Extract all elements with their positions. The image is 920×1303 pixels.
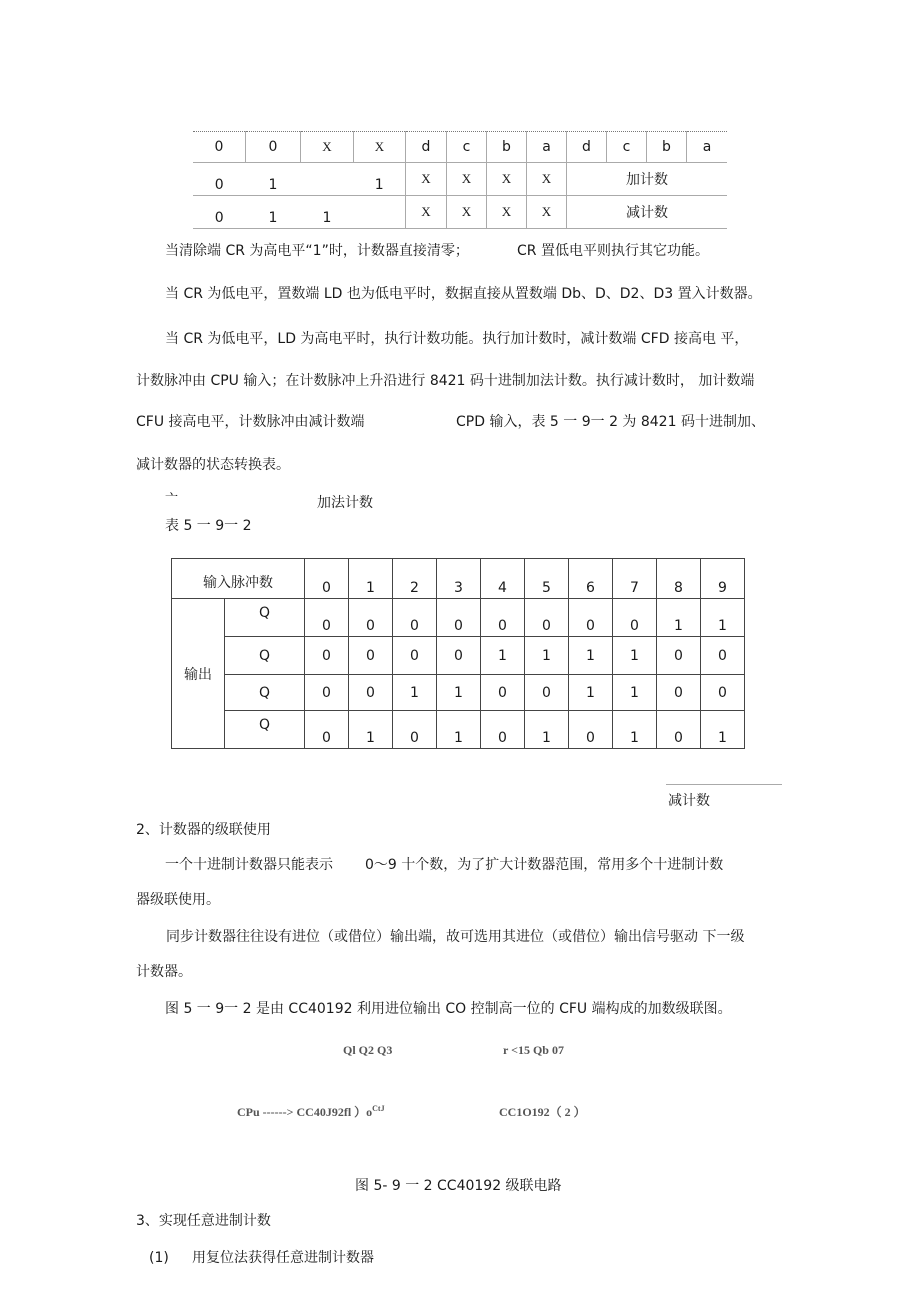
q-label: Q (225, 637, 305, 675)
state-cell: 1 (525, 711, 569, 749)
truth-cell: X (487, 163, 527, 196)
truth-cell: c (447, 132, 487, 163)
table-row (172, 559, 745, 599)
truth-cell (354, 196, 406, 229)
section-heading: 3、实现任意进制计数 (136, 1213, 271, 1229)
pulse-cell: 6 (569, 559, 613, 599)
state-cell: 0 (393, 599, 437, 637)
state-cell: 0 (349, 599, 393, 637)
state-cell: 0 (569, 599, 613, 637)
truth-cell: 0 (193, 132, 246, 163)
pulse-header: 输入脉冲数 (172, 559, 305, 599)
paragraph-clear: 当清除端 CR 为高电平“1”时，计数器直接清零； (165, 243, 469, 259)
list-item-number: (1) (149, 1250, 169, 1266)
truth-cell: 0 (193, 163, 246, 196)
state-cell: 0 (481, 675, 525, 711)
truth-cell: X (527, 163, 567, 196)
state-cell: 0 (437, 599, 481, 637)
pulse-cell: 7 (613, 559, 657, 599)
truth-cell: X (301, 132, 354, 163)
state-cell: 0 (657, 675, 701, 711)
state-cell: 0 (569, 711, 613, 749)
pulse-cell: 4 (481, 559, 525, 599)
caption-mark: 亠 (165, 492, 179, 507)
truth-cell: X (406, 163, 447, 196)
state-cell: 1 (701, 711, 745, 749)
q-label: Q (225, 599, 305, 637)
q-label: Q (225, 675, 305, 711)
truth-cell: X (447, 163, 487, 196)
state-cell: 0 (525, 675, 569, 711)
state-cell: 0 (525, 599, 569, 637)
pulse-cell: 9 (701, 559, 745, 599)
diagram-counter-1-sup: CtJ (372, 1104, 385, 1113)
table-title: 加法计数 (317, 495, 373, 511)
state-cell: 0 (305, 675, 349, 711)
truth-cell: X (406, 196, 447, 229)
state-cell: 1 (437, 711, 481, 749)
function-truth-table (193, 131, 727, 229)
pulse-cell: 5 (525, 559, 569, 599)
state-cell: 1 (525, 637, 569, 675)
state-cell: 1 (569, 637, 613, 675)
table-row (172, 675, 745, 711)
section2-p1c: 器级联使用。 (136, 892, 220, 908)
mode-up-count-cell: 加计数 (567, 163, 728, 196)
state-cell: 0 (349, 675, 393, 711)
truth-cell: 1 (246, 196, 301, 229)
truth-cell: a (687, 132, 728, 163)
truth-cell: X (354, 132, 406, 163)
state-cell: 1 (393, 675, 437, 711)
diagram-label-counter-1 (237, 1103, 385, 1120)
state-cell: 1 (437, 675, 481, 711)
pulse-cell: 2 (393, 559, 437, 599)
truth-cell: 0 (246, 132, 301, 163)
section2-p2a: 同步计数器往往设有进位（或借位）输出端，故可选用其进位（或借位）输出信号驱动 下一级 (166, 929, 745, 945)
state-cell: 1 (613, 675, 657, 711)
table-row (172, 637, 745, 675)
diagram-label-counter-2: CC1O192（ 2 ） (499, 1105, 586, 1119)
section2-p1a: 一个十进制计数器只能表示 (165, 857, 333, 873)
truth-cell: a (527, 132, 567, 163)
state-cell: 1 (657, 599, 701, 637)
diagram-label-outputs-1: Ql Q2 Q3 (343, 1043, 393, 1057)
state-cell: 0 (701, 675, 745, 711)
diagram-counter-1-text: CPu ------> CC40J92fl ）o (237, 1105, 373, 1119)
truth-table-row (193, 163, 727, 196)
section2-p1b: 0〜9 十个数，为了扩大计数器范围，常用多个十进制计数 (365, 857, 724, 873)
truth-cell: d (567, 132, 607, 163)
section-heading: 2、计数器的级联使用 (136, 822, 271, 838)
state-cell: 0 (481, 711, 525, 749)
table-label: 表 5 一 9一 2 (165, 518, 252, 534)
q-label: Q (225, 711, 305, 749)
state-cell: 0 (349, 637, 393, 675)
state-cell: 1 (613, 637, 657, 675)
state-cell: 1 (701, 599, 745, 637)
state-cell: 0 (393, 637, 437, 675)
state-cell: 0 (437, 637, 481, 675)
state-cell: 0 (393, 711, 437, 749)
output-label: 输出 (172, 599, 225, 749)
truth-cell: d (406, 132, 447, 163)
state-cell: 0 (481, 599, 525, 637)
paragraph-load: 当 CR 为低电平，置数端 LD 也为低电平时，数据直接从置数端 Db、D、D2、D3 置入计数器。 (165, 286, 762, 302)
subtraction-label: 减计数 (668, 793, 710, 809)
truth-cell: 1 (246, 163, 301, 196)
mode-down-count-cell: 减计数 (567, 196, 728, 229)
truth-cell: 1 (301, 196, 354, 229)
paragraph-count-3b: CPD 输入，表 5 一 9一 2 为 8421 码十进制加、 (456, 414, 765, 430)
state-cell: 1 (569, 675, 613, 711)
table-row (172, 599, 745, 637)
state-cell: 0 (657, 637, 701, 675)
state-cell: 1 (481, 637, 525, 675)
state-cell: 0 (657, 711, 701, 749)
paragraph-clear-cont: CR 置低电平则执行其它功能。 (517, 243, 709, 259)
diagram-label-outputs-2: r <15 Qb 07 (503, 1043, 564, 1057)
truth-table-row (193, 132, 727, 163)
truth-cell: X (447, 196, 487, 229)
state-cell: 0 (305, 711, 349, 749)
truth-cell (301, 163, 354, 196)
truth-cell: b (647, 132, 687, 163)
truth-cell: b (487, 132, 527, 163)
paragraph-count-3a: CFU 接高电平，计数脉冲由减计数端 (136, 414, 365, 430)
truth-cell: c (607, 132, 647, 163)
truth-cell: 1 (354, 163, 406, 196)
truth-cell: 0 (193, 196, 246, 229)
paragraph-count-4: 减计数器的状态转换表。 (136, 457, 290, 473)
pulse-cell: 8 (657, 559, 701, 599)
section2-p2b: 计数器。 (136, 964, 192, 980)
truth-cell: X (487, 196, 527, 229)
state-cell: 0 (305, 599, 349, 637)
state-cell: 1 (613, 711, 657, 749)
pulse-cell: 0 (305, 559, 349, 599)
state-cell: 0 (613, 599, 657, 637)
pulse-cell: 3 (437, 559, 481, 599)
truth-table-row (193, 196, 727, 229)
section2-p3: 图 5 一 9一 2 是由 CC40192 利用进位输出 CO 控制高一位的 CFU 端构成的加数级联图。 (165, 1001, 732, 1017)
list-item-text: 用复位法获得任意进制计数器 (192, 1250, 374, 1266)
state-cell: 0 (305, 637, 349, 675)
paragraph-count-2: 计数脉冲由 CPU 输入；在计数脉冲上升沿进行 8421 码十进制加法计数。执行减计数时， 加计数端 (136, 373, 755, 389)
state-cell: 0 (701, 637, 745, 675)
divider (666, 784, 782, 785)
figure-caption: 图 5- 9 一 2 CC40192 级联电路 (355, 1178, 562, 1194)
table-row (172, 711, 745, 749)
pulse-cell: 1 (349, 559, 393, 599)
state-cell: 1 (349, 711, 393, 749)
state-transition-table (171, 558, 745, 749)
truth-cell: X (527, 196, 567, 229)
paragraph-count-1: 当 CR 为低电平，LD 为高电平时，执行计数功能。执行加计数时，减计数端 CFD 接高电 平， (165, 331, 749, 347)
